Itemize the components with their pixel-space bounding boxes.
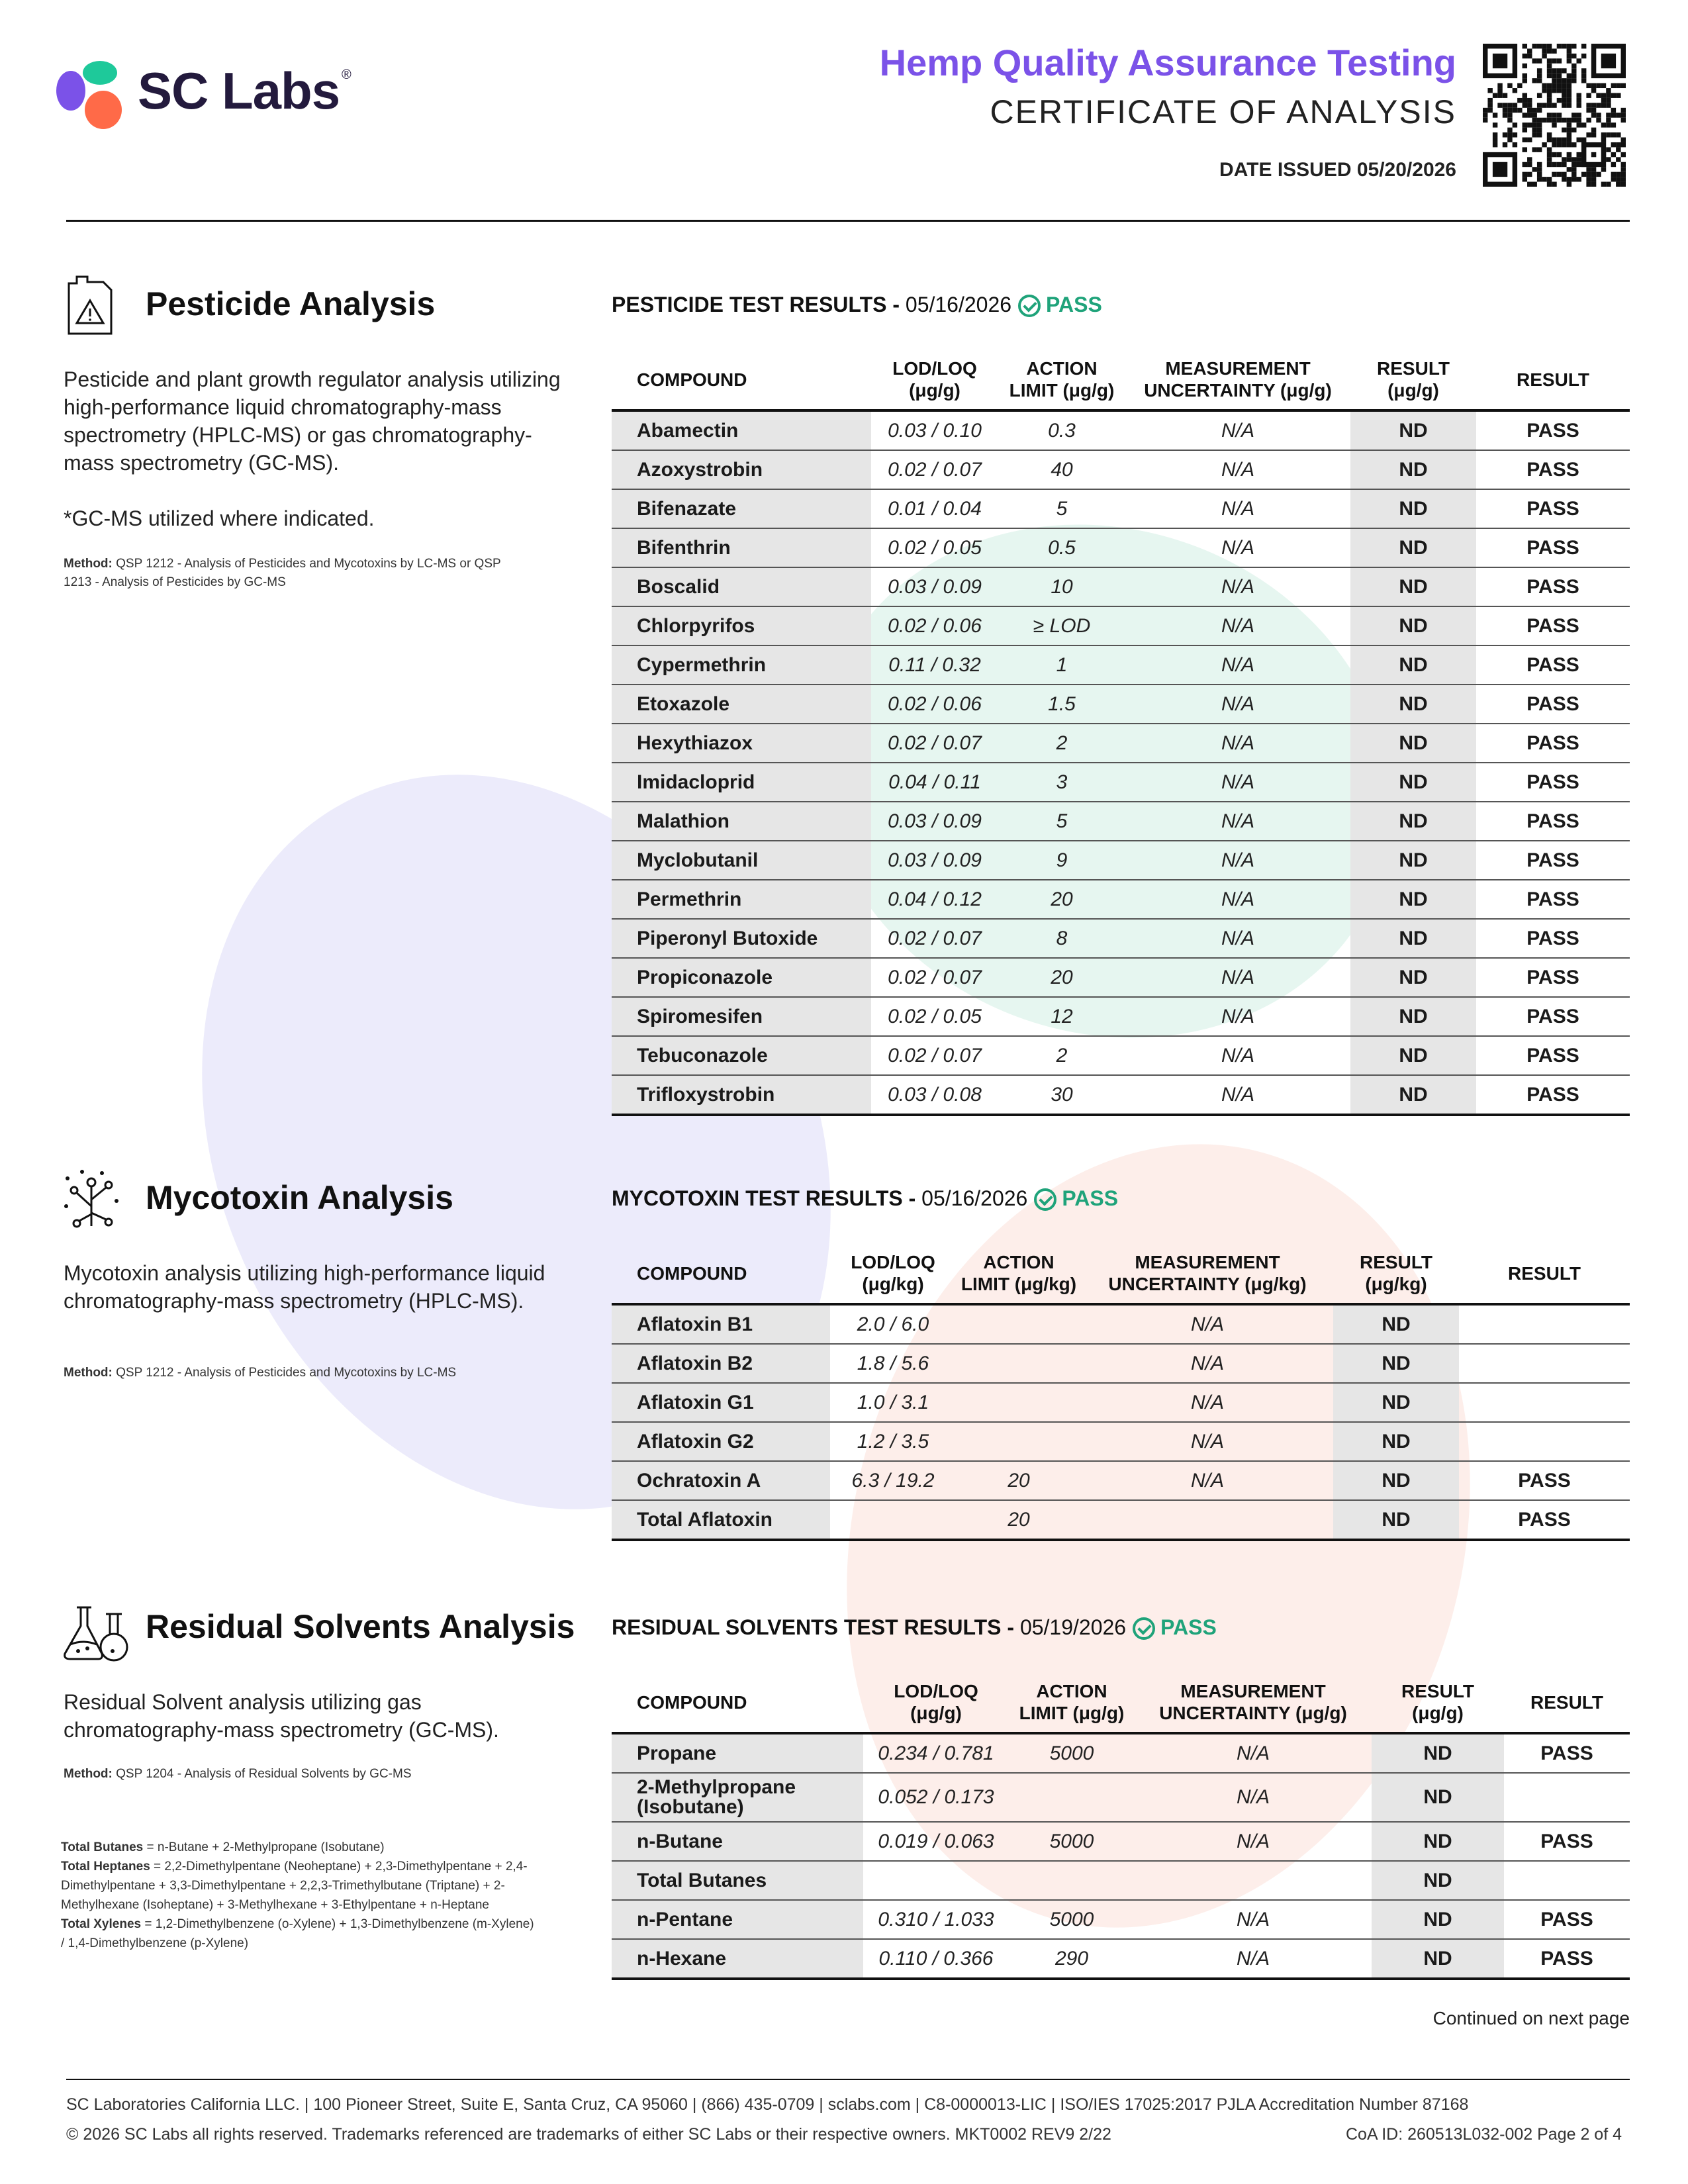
cell-lod-loq: 0.02 / 0.07: [871, 958, 998, 997]
pass-check-icon: [1133, 1617, 1155, 1640]
solvents-results-heading: RESIDUAL SOLVENTS TEST RESULTS - 05/19/2026 PASS: [612, 1615, 1217, 1639]
cell-measurement-uncertainty: N/A: [1125, 450, 1350, 489]
cell-action-limit: [956, 1344, 1082, 1383]
cell-result-value: ND: [1372, 1861, 1504, 1900]
cell-action-limit: 2: [998, 724, 1125, 763]
cell-result-value: ND: [1350, 841, 1476, 880]
table-header-row: [612, 1674, 1630, 1733]
cell-lod-loq: 0.02 / 0.07: [871, 450, 998, 489]
col-header-result-status: RESULT: [1504, 1674, 1630, 1733]
cell-result-value: ND: [1372, 1773, 1504, 1822]
cell-measurement-uncertainty: N/A: [1125, 606, 1350, 645]
cell-compound: Aflatoxin B1: [612, 1304, 830, 1344]
cell-measurement-uncertainty: N/A: [1125, 645, 1350, 685]
note-total-butanes: Total Butanes = n-Butane + 2-Methylpropane (Isobutane): [61, 1840, 385, 1854]
cell-measurement-uncertainty: N/A: [1125, 958, 1350, 997]
footer-divider: [66, 2079, 1630, 2080]
solvents-method: [64, 1765, 514, 1783]
table-row: [612, 997, 1630, 1036]
cell-measurement-uncertainty: N/A: [1082, 1344, 1333, 1383]
cell-lod-loq: 0.03 / 0.08: [871, 1075, 998, 1115]
col-header-result-status: RESULT: [1476, 351, 1630, 410]
cell-compound: Etoxazole: [612, 685, 871, 724]
cell-result-status: PASS: [1504, 1900, 1630, 1939]
logo: [56, 56, 360, 135]
cell-lod-loq: 1.2 / 3.5: [830, 1422, 956, 1461]
col-header-action-limit: ACTION LIMIT (μg/g): [1009, 1674, 1135, 1733]
cell-lod-loq: 0.04 / 0.11: [871, 763, 998, 802]
table-row: [612, 802, 1630, 841]
table-row: [612, 528, 1630, 567]
mycotoxin-icon: [62, 1166, 122, 1233]
solvents-title: Residual Solvents Analysis: [146, 1608, 575, 1645]
cell-action-limit: [956, 1304, 1082, 1344]
pesticide-results-heading: PESTICIDE TEST RESULTS - 05/16/2026 PASS: [612, 293, 1102, 316]
cell-result-value: ND: [1333, 1422, 1459, 1461]
cell-action-limit: 9: [998, 841, 1125, 880]
cell-lod-loq: 0.310 / 1.033: [863, 1900, 1009, 1939]
results-status: PASS: [1046, 293, 1102, 316]
col-header-result-value: RESULT (μg/g): [1350, 351, 1476, 410]
page-title: Hemp Quality Assurance Testing: [879, 42, 1456, 83]
cell-result-status: PASS: [1476, 841, 1630, 880]
col-header-result-value: RESULT (μg/g): [1372, 1674, 1504, 1733]
cell-result-value: ND: [1333, 1383, 1459, 1422]
cell-result-status: [1504, 1773, 1630, 1822]
cell-lod-loq: 0.11 / 0.32: [871, 645, 998, 685]
cell-measurement-uncertainty: N/A: [1125, 763, 1350, 802]
cell-action-limit: 10: [998, 567, 1125, 606]
cell-action-limit: 5000: [1009, 1822, 1135, 1861]
results-date: 05/16/2026: [921, 1186, 1028, 1210]
table-row: [612, 1422, 1630, 1461]
cell-result-status: PASS: [1476, 880, 1630, 919]
cell-measurement-uncertainty: [1135, 1861, 1372, 1900]
cell-result-value: ND: [1372, 1939, 1504, 1979]
solvent-total-notes: [61, 1838, 538, 1953]
cell-result-status: PASS: [1476, 450, 1630, 489]
table-row: [612, 1344, 1630, 1383]
mycotoxin-results-table: [612, 1245, 1630, 1541]
method-text: QSP 1212 - Analysis of Pesticides and Mycotoxins by LC-MS: [116, 1366, 457, 1380]
table-row: [612, 1900, 1630, 1939]
cell-result-value: ND: [1333, 1461, 1459, 1500]
cell-action-limit: 2: [998, 1036, 1125, 1075]
cell-result-value: ND: [1350, 528, 1476, 567]
cell-result-value: ND: [1350, 1075, 1476, 1115]
cell-measurement-uncertainty: N/A: [1125, 724, 1350, 763]
cell-compound: Cypermethrin: [612, 645, 871, 685]
cell-compound: Permethrin: [612, 880, 871, 919]
cell-result-status: PASS: [1476, 1075, 1630, 1115]
results-date: 05/16/2026: [905, 293, 1012, 316]
table-row: [612, 919, 1630, 958]
cell-result-value: ND: [1350, 567, 1476, 606]
registered-mark: ®: [342, 68, 352, 82]
cell-result-value: ND: [1350, 645, 1476, 685]
col-header-compound: COMPOUND: [612, 1674, 863, 1733]
cell-lod-loq: 0.03 / 0.09: [871, 567, 998, 606]
solvents-description: Residual Solvent analysis utilizing gas chromatography-mass spectrometry (GC-MS).: [64, 1690, 499, 1742]
table-row: [612, 1383, 1630, 1422]
cell-result-value: ND: [1372, 1900, 1504, 1939]
col-header-lod-loq: LOD/LOQ (μg/kg): [830, 1245, 956, 1304]
gcms-note: *GC-MS utilized where indicated.: [64, 506, 375, 530]
cell-lod-loq: 1.0 / 3.1: [830, 1383, 956, 1422]
cell-lod-loq: 0.01 / 0.04: [871, 489, 998, 528]
cell-lod-loq: 0.03 / 0.09: [871, 802, 998, 841]
qr-code-icon: [1483, 44, 1626, 187]
mycotoxin-method: [64, 1364, 514, 1382]
cell-compound: Total Aflatoxin: [612, 1500, 830, 1540]
cell-result-value: ND: [1333, 1500, 1459, 1540]
col-header-result-value: RESULT (μg/kg): [1333, 1245, 1459, 1304]
cell-result-status: PASS: [1476, 1036, 1630, 1075]
cell-compound: Abamectin: [612, 410, 871, 450]
cell-compound: Trifloxystrobin: [612, 1075, 871, 1115]
cell-measurement-uncertainty: N/A: [1125, 1075, 1350, 1115]
continued-note: Continued on next page: [1432, 2008, 1630, 2028]
pass-check-icon: [1034, 1188, 1056, 1211]
table-row: [612, 880, 1630, 919]
cell-compound: Total Butanes: [612, 1861, 863, 1900]
table-row: [612, 1822, 1630, 1861]
method-label: Method:: [64, 1366, 113, 1380]
cell-measurement-uncertainty: [1082, 1500, 1333, 1540]
cell-action-limit: 3: [998, 763, 1125, 802]
footer-copyright: © 2026 SC Labs all rights reserved. Trademarks referenced are trademarks of either SC Labs or their respective owners. MKT0002 REV9 2/22: [66, 2125, 1111, 2144]
cell-action-limit: 20: [998, 958, 1125, 997]
col-header-measurement-uncertainty: MEASUREMENT UNCERTAINTY (μg/g): [1135, 1674, 1372, 1733]
cell-compound: Imidacloprid: [612, 763, 871, 802]
cell-compound: Bifenthrin: [612, 528, 871, 567]
method-label: Method:: [64, 1767, 113, 1781]
table-row: [612, 763, 1630, 802]
cell-action-limit: [1009, 1861, 1135, 1900]
cell-lod-loq: 0.03 / 0.10: [871, 410, 998, 450]
cell-lod-loq: 1.8 / 5.6: [830, 1344, 956, 1383]
cell-lod-loq: 0.052 / 0.173: [863, 1773, 1009, 1822]
cell-compound: Ochratoxin A: [612, 1461, 830, 1500]
cell-lod-loq: [830, 1500, 956, 1540]
cell-action-limit: 12: [998, 997, 1125, 1036]
cell-measurement-uncertainty: N/A: [1082, 1304, 1333, 1344]
cell-compound: Propiconazole: [612, 958, 871, 997]
cell-result-value: ND: [1333, 1304, 1459, 1344]
cell-measurement-uncertainty: N/A: [1125, 880, 1350, 919]
cell-result-value: ND: [1350, 606, 1476, 645]
cell-measurement-uncertainty: N/A: [1135, 1733, 1372, 1773]
cell-action-limit: ≥ LOD: [998, 606, 1125, 645]
results-status: PASS: [1160, 1615, 1217, 1639]
table-row: [612, 1939, 1630, 1979]
pass-check-icon: [1018, 295, 1041, 317]
cell-result-value: ND: [1350, 685, 1476, 724]
cell-result-status: PASS: [1476, 997, 1630, 1036]
cell-measurement-uncertainty: N/A: [1125, 802, 1350, 841]
cell-measurement-uncertainty: N/A: [1125, 1036, 1350, 1075]
cell-lod-loq: 0.02 / 0.07: [871, 1036, 998, 1075]
cell-compound: Aflatoxin G2: [612, 1422, 830, 1461]
cell-result-value: ND: [1350, 958, 1476, 997]
col-header-action-limit: ACTION LIMIT (μg/g): [998, 351, 1125, 410]
cell-action-limit: 290: [1009, 1939, 1135, 1979]
header-divider: [66, 220, 1630, 222]
cell-measurement-uncertainty: N/A: [1135, 1900, 1372, 1939]
table-row: [612, 606, 1630, 645]
solvents-icon: [61, 1601, 134, 1668]
mycotoxin-results-heading: MYCOTOXIN TEST RESULTS - 05/16/2026 PASS: [612, 1186, 1119, 1210]
cell-compound: Aflatoxin B2: [612, 1344, 830, 1383]
cell-lod-loq: 0.02 / 0.06: [871, 685, 998, 724]
results-date: 05/19/2026: [1019, 1615, 1127, 1639]
cell-compound: Hexythiazox: [612, 724, 871, 763]
cell-result-status: PASS: [1476, 724, 1630, 763]
cell-action-limit: 0.5: [998, 528, 1125, 567]
cell-result-status: [1459, 1383, 1630, 1422]
cell-lod-loq: [863, 1861, 1009, 1900]
cell-result-value: ND: [1372, 1822, 1504, 1861]
cell-measurement-uncertainty: N/A: [1135, 1822, 1372, 1861]
cell-result-status: PASS: [1476, 528, 1630, 567]
table-row: [612, 1304, 1630, 1344]
page-subtitle: CERTIFICATE OF ANALYSIS: [990, 93, 1456, 130]
cell-measurement-uncertainty: N/A: [1125, 841, 1350, 880]
cell-compound: Boscalid: [612, 567, 871, 606]
cell-lod-loq: 0.02 / 0.05: [871, 997, 998, 1036]
cell-lod-loq: 0.02 / 0.05: [871, 528, 998, 567]
footer-company-info: SC Laboratories California LLC. | 100 Pioneer Street, Suite E, Santa Cruz, CA 95060 | (866) 435-0709 | sclabs.com | C8-0000013-LIC | ISO/IES 17025:2017 PJLA Accreditation Number 87168: [66, 2095, 1469, 2114]
cell-compound: Malathion: [612, 802, 871, 841]
cell-result-status: PASS: [1459, 1461, 1630, 1500]
results-status: PASS: [1062, 1186, 1119, 1210]
cell-lod-loq: 0.03 / 0.09: [871, 841, 998, 880]
cell-result-status: PASS: [1459, 1500, 1630, 1540]
cell-compound: 2-Methylpropane (Isobutane): [612, 1773, 863, 1822]
cell-compound: Chlorpyrifos: [612, 606, 871, 645]
col-header-action-limit: ACTION LIMIT (μg/kg): [956, 1245, 1082, 1304]
cell-result-value: ND: [1350, 724, 1476, 763]
cell-result-status: PASS: [1476, 919, 1630, 958]
col-header-measurement-uncertainty: MEASUREMENT UNCERTAINTY (μg/kg): [1082, 1245, 1333, 1304]
cell-lod-loq: 0.234 / 0.781: [863, 1733, 1009, 1773]
cell-measurement-uncertainty: N/A: [1125, 489, 1350, 528]
cell-compound: Aflatoxin G1: [612, 1383, 830, 1422]
cell-action-limit: 20: [998, 880, 1125, 919]
cell-result-value: ND: [1350, 763, 1476, 802]
cell-result-value: ND: [1350, 410, 1476, 450]
table-row: [612, 567, 1630, 606]
cell-lod-loq: 6.3 / 19.2: [830, 1461, 956, 1500]
cell-result-value: ND: [1350, 489, 1476, 528]
cell-action-limit: 5000: [1009, 1900, 1135, 1939]
table-row: [612, 958, 1630, 997]
cell-result-status: [1504, 1861, 1630, 1900]
table-row: [612, 410, 1630, 450]
cell-measurement-uncertainty: N/A: [1082, 1461, 1333, 1500]
cell-action-limit: 30: [998, 1075, 1125, 1115]
cell-measurement-uncertainty: N/A: [1125, 567, 1350, 606]
cell-action-limit: 8: [998, 919, 1125, 958]
cell-result-status: PASS: [1476, 802, 1630, 841]
cell-measurement-uncertainty: N/A: [1082, 1422, 1333, 1461]
cell-action-limit: 40: [998, 450, 1125, 489]
cell-compound: n-Butane: [612, 1822, 863, 1861]
cell-measurement-uncertainty: N/A: [1125, 997, 1350, 1036]
cell-result-status: PASS: [1504, 1822, 1630, 1861]
cell-lod-loq: 0.04 / 0.12: [871, 880, 998, 919]
solvents-results-table: [612, 1674, 1630, 1980]
col-header-measurement-uncertainty: MEASUREMENT UNCERTAINTY (μg/g): [1125, 351, 1350, 410]
cell-result-value: ND: [1350, 802, 1476, 841]
pesticide-icon: [64, 271, 117, 341]
table-header-row: [612, 1245, 1630, 1304]
cell-result-value: ND: [1350, 997, 1476, 1036]
table-row: [612, 1036, 1630, 1075]
note-total-heptanes: Total Heptanes = 2,2-Dimethylpentane (Neoheptane) + 2,3-Dimethylpentane + 2,4-Dimethylpentane + 3,3-Dimethylpentane + 2,2,3-Trimethylbutane (Triptane) + 2-Methylhexane (Isoheptane) + 3-Methylhexane + 3-Ethylpentane + n-Heptane: [61, 1860, 528, 1912]
cell-result-value: ND: [1350, 880, 1476, 919]
qr-code[interactable]: [1483, 44, 1626, 187]
cell-lod-loq: 0.110 / 0.366: [863, 1939, 1009, 1979]
cell-result-value: ND: [1350, 450, 1476, 489]
logo-text: SC Labs: [138, 62, 340, 120]
table-row: [612, 685, 1630, 724]
cell-result-value: ND: [1333, 1344, 1459, 1383]
cell-result-value: ND: [1372, 1733, 1504, 1773]
cell-compound: n-Hexane: [612, 1939, 863, 1979]
cell-lod-loq: 0.02 / 0.07: [871, 724, 998, 763]
pesticide-results-table: [612, 351, 1630, 1116]
method-label: Method:: [64, 557, 113, 571]
table-row: [612, 1461, 1630, 1500]
cell-result-status: [1459, 1304, 1630, 1344]
cell-compound: Bifenazate: [612, 489, 871, 528]
cell-measurement-uncertainty: N/A: [1135, 1773, 1372, 1822]
table-row: [612, 645, 1630, 685]
table-row: [612, 1500, 1630, 1540]
note-total-xylenes: Total Xylenes = 1,2-Dimethylbenzene (o-Xylene) + 1,3-Dimethylbenzene (m-Xylene) / 1,4-Dimethylbenzene (p-Xylene): [61, 1917, 534, 1950]
table-row: [612, 841, 1630, 880]
cell-result-status: PASS: [1476, 410, 1630, 450]
cell-result-status: [1459, 1344, 1630, 1383]
cell-action-limit: 20: [956, 1500, 1082, 1540]
cell-result-status: PASS: [1476, 958, 1630, 997]
cell-compound: Azoxystrobin: [612, 450, 871, 489]
cell-action-limit: 5: [998, 489, 1125, 528]
cell-measurement-uncertainty: N/A: [1135, 1939, 1372, 1979]
cell-result-status: PASS: [1476, 763, 1630, 802]
cell-action-limit: 0.3: [998, 410, 1125, 450]
cell-compound: Tebuconazole: [612, 1036, 871, 1075]
cell-result-value: ND: [1350, 919, 1476, 958]
cell-result-status: PASS: [1476, 567, 1630, 606]
cell-result-status: PASS: [1476, 685, 1630, 724]
mycotoxin-description: Mycotoxin analysis utilizing high-performance liquid chromatography-mass spectrometry (HPLC-MS).: [64, 1261, 545, 1313]
date-issued: DATE ISSUED 05/20/2026: [1219, 159, 1456, 181]
cell-compound: Myclobutanil: [612, 841, 871, 880]
pesticide-description: Pesticide and plant growth regulator analysis utilizing high-performance liquid chromatography-mass spectrometry (HPLC-MS) or gas chromatography-mass spectrometry (GC-MS).: [64, 367, 561, 475]
cell-compound: Propane: [612, 1733, 863, 1773]
cell-action-limit: [956, 1422, 1082, 1461]
cell-result-status: PASS: [1504, 1733, 1630, 1773]
table-row: [612, 1861, 1630, 1900]
table-header-row: [612, 351, 1630, 410]
cell-action-limit: [1009, 1773, 1135, 1822]
table-row: [612, 450, 1630, 489]
col-header-result-status: RESULT: [1459, 1245, 1630, 1304]
cell-action-limit: [956, 1383, 1082, 1422]
cell-measurement-uncertainty: N/A: [1125, 685, 1350, 724]
method-text: QSP 1212 - Analysis of Pesticides and Mycotoxins by LC-MS or QSP 1213 - Analysis of Pesticides by GC-MS: [64, 557, 501, 589]
cell-action-limit: 5000: [1009, 1733, 1135, 1773]
cell-action-limit: 1.5: [998, 685, 1125, 724]
col-header-lod-loq: LOD/LOQ (μg/g): [871, 351, 998, 410]
method-text: QSP 1204 - Analysis of Residual Solvents by GC-MS: [116, 1767, 412, 1781]
cell-compound: Spiromesifen: [612, 997, 871, 1036]
cell-measurement-uncertainty: N/A: [1082, 1383, 1333, 1422]
pesticide-method: [64, 555, 514, 592]
cell-lod-loq: 0.019 / 0.063: [863, 1822, 1009, 1861]
cell-result-status: [1459, 1422, 1630, 1461]
cell-lod-loq: 0.02 / 0.07: [871, 919, 998, 958]
table-row: [612, 1773, 1630, 1822]
mycotoxin-title: Mycotoxin Analysis: [146, 1179, 453, 1216]
cell-compound: Piperonyl Butoxide: [612, 919, 871, 958]
cell-result-status: PASS: [1476, 489, 1630, 528]
cell-result-status: PASS: [1476, 606, 1630, 645]
cell-result-status: PASS: [1504, 1939, 1630, 1979]
pesticide-title: Pesticide Analysis: [146, 285, 436, 322]
cell-lod-loq: 2.0 / 6.0: [830, 1304, 956, 1344]
table-row: [612, 1075, 1630, 1115]
footer-coa-id: CoA ID: 260513L032-002 Page 2 of 4: [1346, 2125, 1622, 2144]
cell-lod-loq: 0.02 / 0.06: [871, 606, 998, 645]
cell-measurement-uncertainty: N/A: [1125, 528, 1350, 567]
table-row: [612, 489, 1630, 528]
table-row: [612, 1733, 1630, 1773]
col-header-compound: COMPOUND: [612, 351, 871, 410]
cell-measurement-uncertainty: N/A: [1125, 919, 1350, 958]
cell-result-value: ND: [1350, 1036, 1476, 1075]
cell-result-status: PASS: [1476, 645, 1630, 685]
cell-compound: n-Pentane: [612, 1900, 863, 1939]
col-header-lod-loq: LOD/LOQ (μg/g): [863, 1674, 1009, 1733]
col-header-compound: COMPOUND: [612, 1245, 830, 1304]
cell-action-limit: 1: [998, 645, 1125, 685]
table-row: [612, 724, 1630, 763]
cell-measurement-uncertainty: N/A: [1125, 410, 1350, 450]
cell-action-limit: 5: [998, 802, 1125, 841]
cell-action-limit: 20: [956, 1461, 1082, 1500]
